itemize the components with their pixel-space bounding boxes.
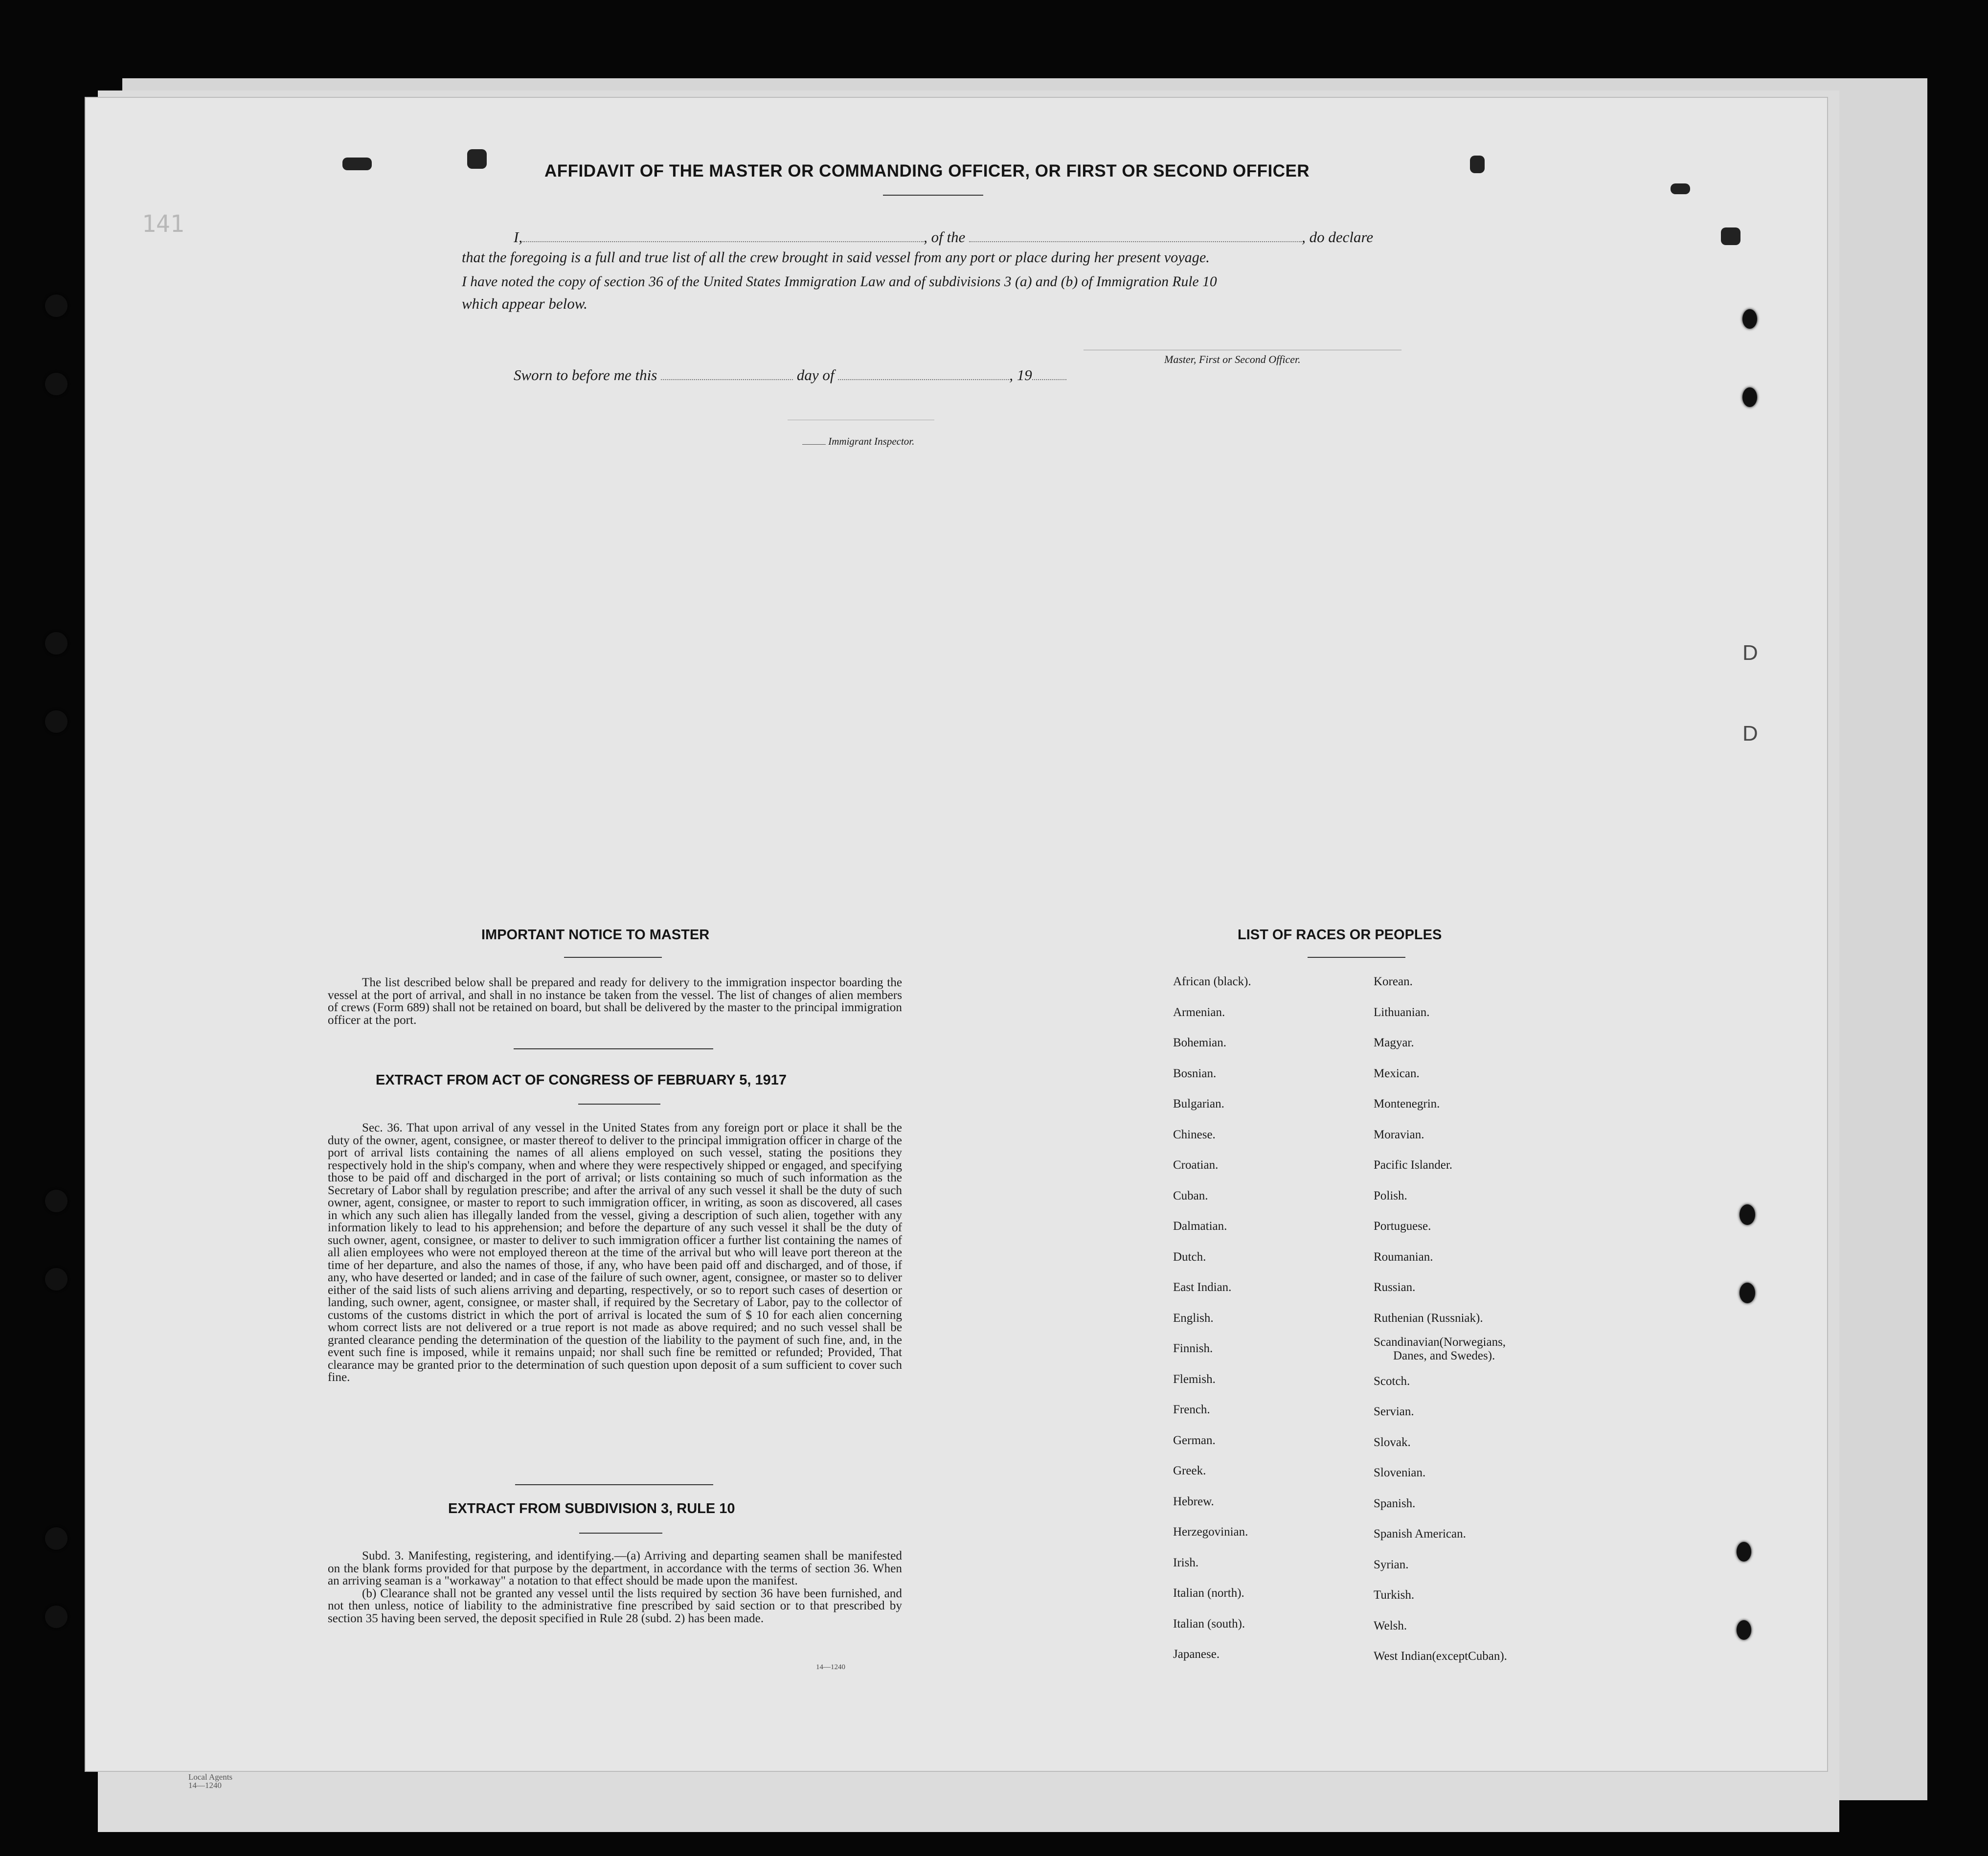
declaration-line: which appear below. [462, 295, 587, 312]
race-item: Hebrew. [1173, 1494, 1214, 1508]
race-item: East Indian. [1173, 1281, 1232, 1294]
sworn-line [514, 366, 1066, 384]
binder-hole-icon [45, 632, 68, 655]
divider [883, 195, 983, 196]
race-item: Bohemian. [1173, 1036, 1227, 1049]
binder-hole-icon [45, 373, 68, 395]
race-item: Russian. [1374, 1281, 1416, 1294]
margin-tab-mark: D [1742, 722, 1758, 746]
race-item: Scotch. [1374, 1374, 1410, 1388]
binder-hole-icon [1742, 387, 1757, 407]
binder-hole-icon [1737, 1542, 1751, 1562]
race-item: Korean. [1374, 975, 1413, 988]
race-item: Finnish. [1173, 1342, 1213, 1355]
race-item: Pacific Islander. [1374, 1158, 1453, 1172]
form-number: 14—1240 [816, 1663, 845, 1671]
race-item: Polish. [1374, 1189, 1407, 1202]
race-item: Japanese. [1173, 1648, 1220, 1661]
race-item: English. [1173, 1311, 1214, 1325]
fastener-icon [1470, 156, 1485, 173]
race-item: Servian. [1374, 1405, 1414, 1418]
binder-hole-icon [45, 1190, 68, 1212]
notice-text [328, 976, 902, 1026]
race-item: Roumanian. [1374, 1250, 1433, 1264]
act-section-36-paragraph: Sec. 36. That upon arrival of any vessel in the United States from any foreign port or place it shall be the duty of the owner, agent, consignee, or master thereof to deliver to the principal immigration officer in charge of the port of arrival lists containing the names of all aliens employed on such vessel, stating the positions they respectively hold in the ship's company, when and where they were respectively shipped or engaged, and specifying those to be paid off and discharged in the port of arrival; or lists containing so much of such information as the Secretary of Labor shall by regulation prescribe; and after the arrival of any such vessel it shall be the duty of such owner, agent, consignee, or master to report to such immigration officer, in writing, as soon as discovered, all cases in which any such alien has illegally landed from the vessel, giving a description of such alien, together with any information likely to lead to his apprehension; and before the departure of any such vessel it shall be the duty of such owner, agent, consignee, or master to deliver to such immigration officer a further list containing the names of all alien employees who were not employed thereon at the time of the arrival but who will leave port thereon at the time of her departure, and also the names of those, if any, who have been paid off and discharged, and of those, if any, who have deserted or landed; and in case of the failure of such owner, agent, consignee, or master so to deliver either of the said lists of such aliens arriving and departing, respectively, or so to report such cases of desertion or landing, such owner, agent, consignee, or master shall, if required by the Secretary of Labor, pay to the collector of customs of the customs district in which the port of arrival is located the sum of $ 10 for each alien concerning whom correct lists are not delivered or a true report is not made as above required; and no such vessel shall be granted clearance pending the determination of the question of the liability to the payment of such fine, and, in the event such fine is imposed, while it remains unpaid; nor shall such fine be remitted or refunded; Provided, That clearance may be granted prior to the determination of such question upon deposit of a sum sufficient to cover such fine. [328, 1121, 902, 1384]
notice-paragraph: The list described below shall be prepared and ready for delivery to the immigration inspector boarding the vessel at the port of arrival, and shall in no instance be taken from the vessel. The list of changes of alien members of crews (Form 689) shall not be retained on board, but shall be delivered by the master to the principal immigration officer at the port. [328, 976, 902, 1027]
race-item: Armenian. [1173, 1005, 1225, 1019]
race-item: Bosnian. [1173, 1066, 1217, 1080]
race-item: Greek. [1173, 1464, 1206, 1477]
local-agents-stamp [188, 1773, 232, 1789]
declaration-i: I, [514, 228, 523, 246]
fastener-icon [1671, 183, 1690, 194]
binder-hole-icon [45, 1606, 68, 1628]
race-item: Welsh. [1374, 1619, 1407, 1632]
local-agents-form: 14—1240 [188, 1781, 222, 1790]
rule-extract-heading: EXTRACT FROM SUBDIVISION 3, RULE 10 [448, 1501, 735, 1516]
fastener-icon [342, 158, 372, 170]
day-blank [661, 379, 793, 380]
race-item: Moravian. [1374, 1128, 1424, 1141]
name-blank [522, 241, 924, 242]
race-item: Portuguese. [1374, 1220, 1431, 1233]
master-signature-label: Master, First or Second Officer. [1164, 353, 1301, 365]
act-extract-text [328, 1122, 902, 1384]
race-item-line: Danes, and Swedes). [1393, 1349, 1495, 1362]
race-item: West Indian(exceptCuban). [1374, 1650, 1507, 1663]
race-item: African (black). [1173, 975, 1251, 988]
race-item: Chinese. [1173, 1128, 1216, 1141]
sworn-prefix: Sworn to before me this [514, 366, 657, 384]
divider [578, 1104, 660, 1105]
rule-paragraph-b: (b) Clearance shall not be granted any vessel until the lists required by section 36 have been furnished, and not then unless, notice of liability to the administrative fine prescribed by said section or to that prescribed by section 35 having been served, the deposit specified in Rule 28 (subd. 2) has been made. [328, 1586, 902, 1625]
race-item: Italian (north). [1173, 1586, 1244, 1600]
race-item: Mexican. [1374, 1066, 1420, 1080]
divider [515, 1484, 713, 1485]
sworn-year: , 19 [1009, 366, 1032, 384]
race-item: Dutch. [1173, 1250, 1206, 1264]
race-item: Bulgarian. [1173, 1097, 1224, 1110]
rule-paragraph-a: Subd. 3. Manifesting, registering, and identifying.—(a) Arriving and departing seamen shall be manifested on the blank forms provided for that purpose by the department, in accordance with the terms of section 36. When an arriving seaman is a "workaway" a notation to that effect should be made upon the manifest. [328, 1549, 902, 1587]
notice-heading: IMPORTANT NOTICE TO MASTER [481, 927, 710, 943]
binder-hole-icon [45, 1268, 68, 1290]
inspector-blank [802, 444, 826, 445]
vessel-blank [969, 241, 1302, 242]
race-item [1374, 1334, 1507, 1366]
sworn-day: day of [796, 366, 835, 384]
race-item: Flemish. [1173, 1372, 1216, 1386]
binder-hole-icon [45, 294, 68, 317]
declaration-line: that the foregoing is a full and true list of all the crew brought in said vessel from any port or place during her present voyage. [462, 249, 1210, 266]
race-item: Italian (south). [1173, 1617, 1245, 1630]
binder-hole-icon [45, 1527, 68, 1550]
fastener-icon [1721, 227, 1740, 245]
race-item: German. [1173, 1433, 1216, 1447]
race-item: Slovak. [1374, 1435, 1411, 1449]
divider [579, 1533, 662, 1534]
races-heading: LIST OF RACES OR PEOPLES [1238, 927, 1442, 943]
binder-hole-icon [1740, 1204, 1755, 1225]
document-page [86, 98, 1827, 1771]
affidavit-title: AFFIDAVIT OF THE MASTER OR COMMANDING OFFICER, OR FIRST OR SECOND OFFICER [544, 161, 1310, 181]
race-item: Montenegrin. [1374, 1097, 1440, 1110]
race-item: French. [1173, 1403, 1210, 1416]
fastener-icon [467, 149, 487, 169]
race-item: Slovenian. [1374, 1466, 1426, 1479]
declaration-line: I have noted the copy of section 36 of the United States Immigration Law and of subdivisions 3 (a) and (b) of Immigration Rule 10 [462, 274, 1217, 290]
binder-hole-icon [1740, 1283, 1755, 1303]
race-item: Ruthenian (Russniak). [1374, 1311, 1483, 1325]
divider [564, 957, 662, 958]
race-item: Turkish. [1374, 1588, 1415, 1602]
race-item-line: Scandinavian(Norwegians, [1374, 1335, 1506, 1349]
inspector-label: Immigrant Inspector. [828, 435, 915, 447]
race-item: Irish. [1173, 1556, 1199, 1569]
page-number: 141 [142, 210, 184, 238]
binder-hole-icon [1742, 309, 1757, 329]
race-item: Spanish. [1374, 1496, 1416, 1510]
local-agents-label: Local Agents [188, 1772, 233, 1782]
year-blank [1032, 379, 1066, 380]
act-extract-heading: EXTRACT FROM ACT OF CONGRESS OF FEBRUARY 5, 1917 [376, 1072, 787, 1088]
declaration-do-declare: , do declare [1302, 228, 1374, 246]
race-item: Dalmatian. [1173, 1220, 1227, 1233]
margin-tab-mark: D [1742, 641, 1758, 665]
binder-hole-icon [1737, 1620, 1751, 1640]
race-item: Spanish American. [1374, 1527, 1466, 1540]
binder-hole-icon [45, 710, 68, 733]
race-item: Syrian. [1374, 1558, 1409, 1571]
races-left-column [1173, 967, 1251, 1670]
race-item: Herzegovinian. [1173, 1525, 1248, 1539]
divider [1308, 957, 1405, 958]
divider [514, 1048, 713, 1049]
race-item: Croatian. [1173, 1158, 1219, 1172]
races-right-column [1374, 967, 1507, 1672]
race-item: Magyar. [1374, 1036, 1414, 1049]
declaration-of-the: , of the [924, 228, 966, 246]
rule-extract-text [328, 1550, 902, 1625]
inspector-signature-label [802, 435, 914, 448]
month-blank [838, 379, 1009, 380]
declaration-line [514, 228, 1373, 246]
race-item: Lithuanian. [1374, 1005, 1430, 1019]
race-item: Cuban. [1173, 1189, 1208, 1202]
